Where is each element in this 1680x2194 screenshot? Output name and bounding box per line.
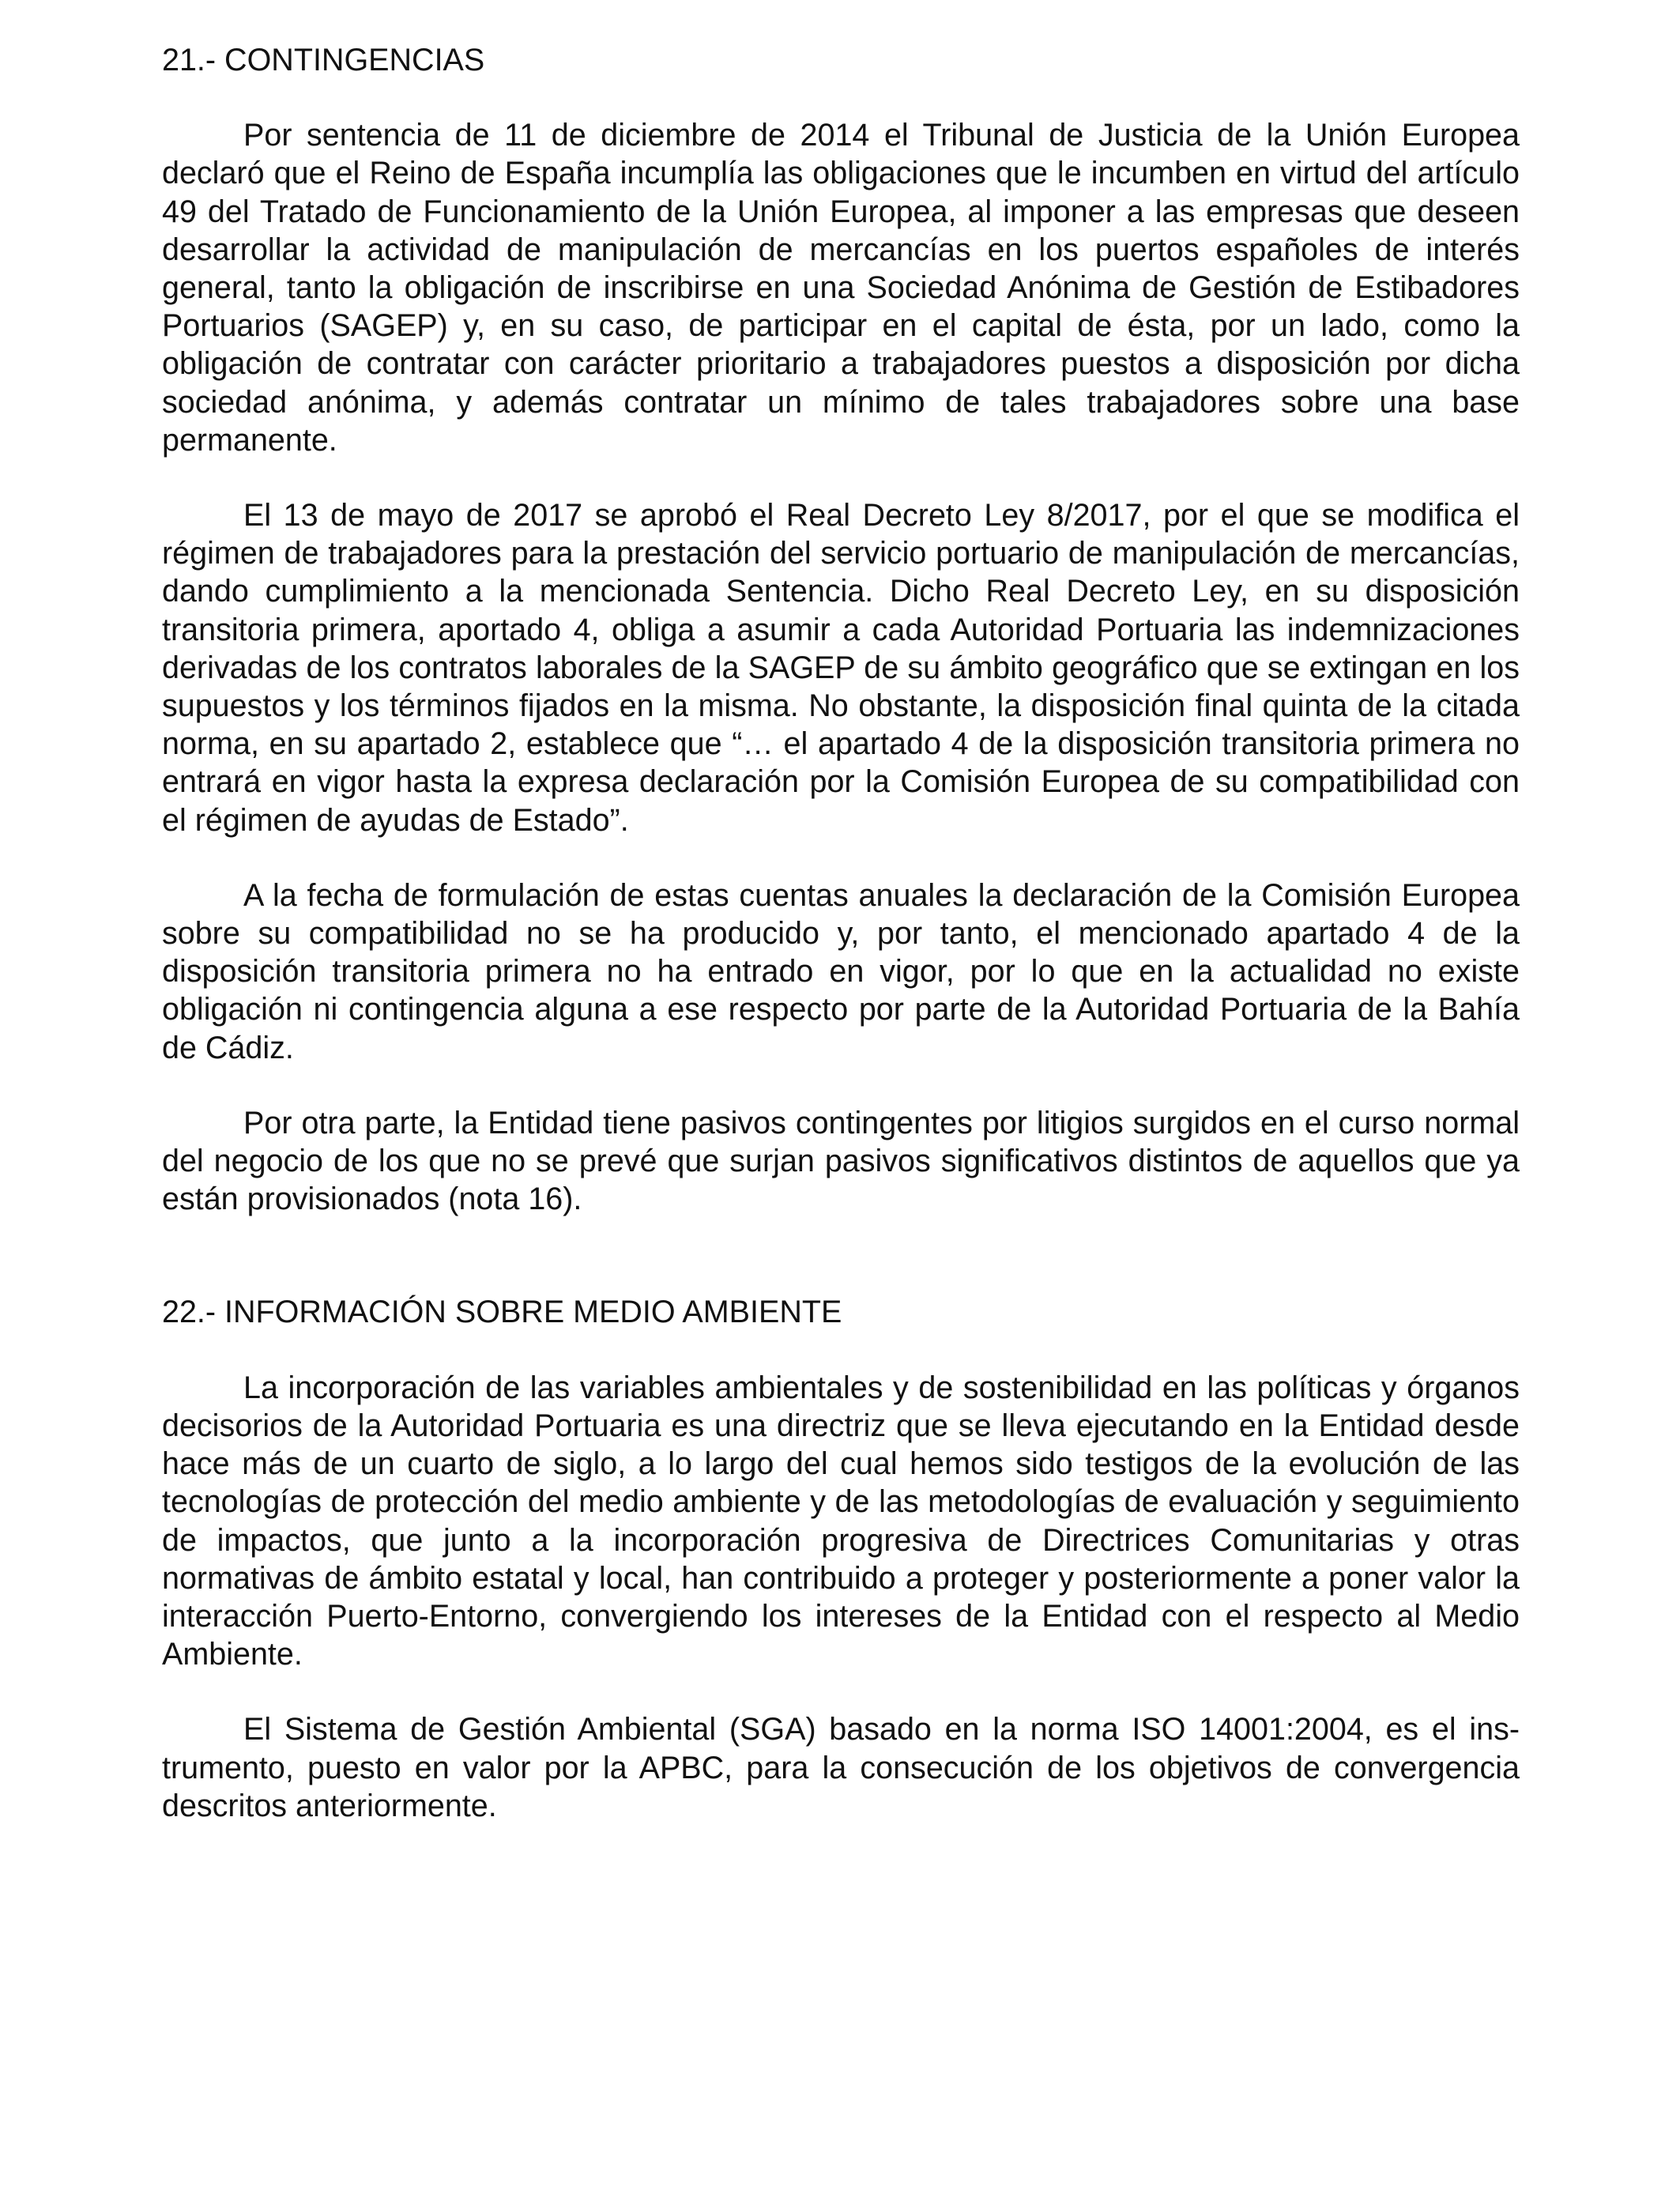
spacer (162, 1067, 1520, 1104)
paragraph: A la fecha de formulación de estas cuentas anuales la declaración de la Comisión Europea sobre su compatibilidad no se ha producido y, por tanto, el mencionado apartado 4 de la disposición transitoria primera no ha entrado en vigor, por lo que en la actualidad no existe obligación ni contingencia alguna a ese respecto por parte de la Autoridad Portuaria de la Bahía de Cádiz. (162, 877, 1520, 1065)
spacer (162, 1218, 1520, 1293)
document-page (162, 41, 1520, 1825)
spacer (162, 839, 1520, 876)
paragraph: Por sentencia de 11 de diciembre de 2014 el Tribunal de Justicia de la Unión Europea declaró que el Reino de España incumplía las obligaciones que le incumben en virtud del artículo 49 del Tratado de Funcionamiento de la Unión Europea, al imponer a las empresas que deseen desarrollar la actividad de manipulación de mercancías en los puertos españoles de interés general, tanto la obligación de inscribirse en una Sociedad Anónima de Gestión de Estibadores Portuarios (SAGEP) y, en su caso, de participar en el capital de ésta, por un lado, como la obligación de contratar con carácter prioritario a trabajadores puestos a disposición por dicha sociedad anónima, y además contratar un mínimo de tales trabajadores sobre una base permanente. (162, 118, 1520, 458)
spacer (162, 459, 1520, 496)
paragraph: El Sistema de Gestión Ambiental (SGA) basado en la norma ISO 14001:2004, es el instrumento, puesto en valor por la APBC, para la consecución de los objetivos de convergencia descritos anteriormente. (162, 1712, 1520, 1823)
spacer (162, 1332, 1520, 1369)
spacer (162, 1673, 1520, 1710)
paragraph: La incorporación de las variables ambientales y de sostenibilidad en las políticas y órganos decisorios de la Autoridad Portuaria es una directriz que se lleva ejecutando en la Entidad desde hace más de un cuarto de siglo, a lo largo del cual hemos sido testigos de la evolución de las tecnologías de protección del medio ambiente y de las metodologías de evaluación y seguimiento de impactos, que junto a la incorporación progresiva de Directrices Comunitarias y otras normativas de ámbito estatal y local, han contribuido a proteger y posteriormente a poner valor la interacción Puerto-Entorno, convergiendo los intereses de la Entidad con el respecto al Medio Ambiente. (162, 1370, 1520, 1672)
section-heading-contingencias: 21.- CONTINGENCIAS (162, 43, 485, 77)
paragraph: El 13 de mayo de 2017 se aprobó el Real Decreto Ley 8/2017, por el que se modifica el régimen de trabajadores para la prestación del servicio portuario de manipulación de mercancías, dando cumplimiento a la mencionada Sentencia. Dicho Real Decreto Ley, en su disposición transitoria primera, aportado 4, obliga a asumir a cada Autoridad Portuaria las indemnizaciones derivadas de los contratos laborales de la SAGEP de su ámbito geográfico que se extingan en los supuestos y los términos fijados en la misma. No obstante, la disposición final quinta de la citada norma, en su apartado 2, establece que “… el apartado 4 de la disposición transitoria primera no entrará en vigor hasta la expresa declaración por la Comisión Europea de su compatibilidad con el régimen de ayudas de Estado”. (162, 498, 1520, 838)
section-heading-medio-ambiente: 22.- INFORMACIÓN SOBRE MEDIO AMBIENTE (162, 1295, 842, 1330)
paragraph: Por otra parte, la Entidad tiene pasivos contingentes por litigios surgidos en el curso normal del negocio de los que no se prevé que surjan pasivos significativos distintos de aquellos que ya están provisionados (nota 16). (162, 1105, 1520, 1217)
spacer (162, 79, 1520, 116)
